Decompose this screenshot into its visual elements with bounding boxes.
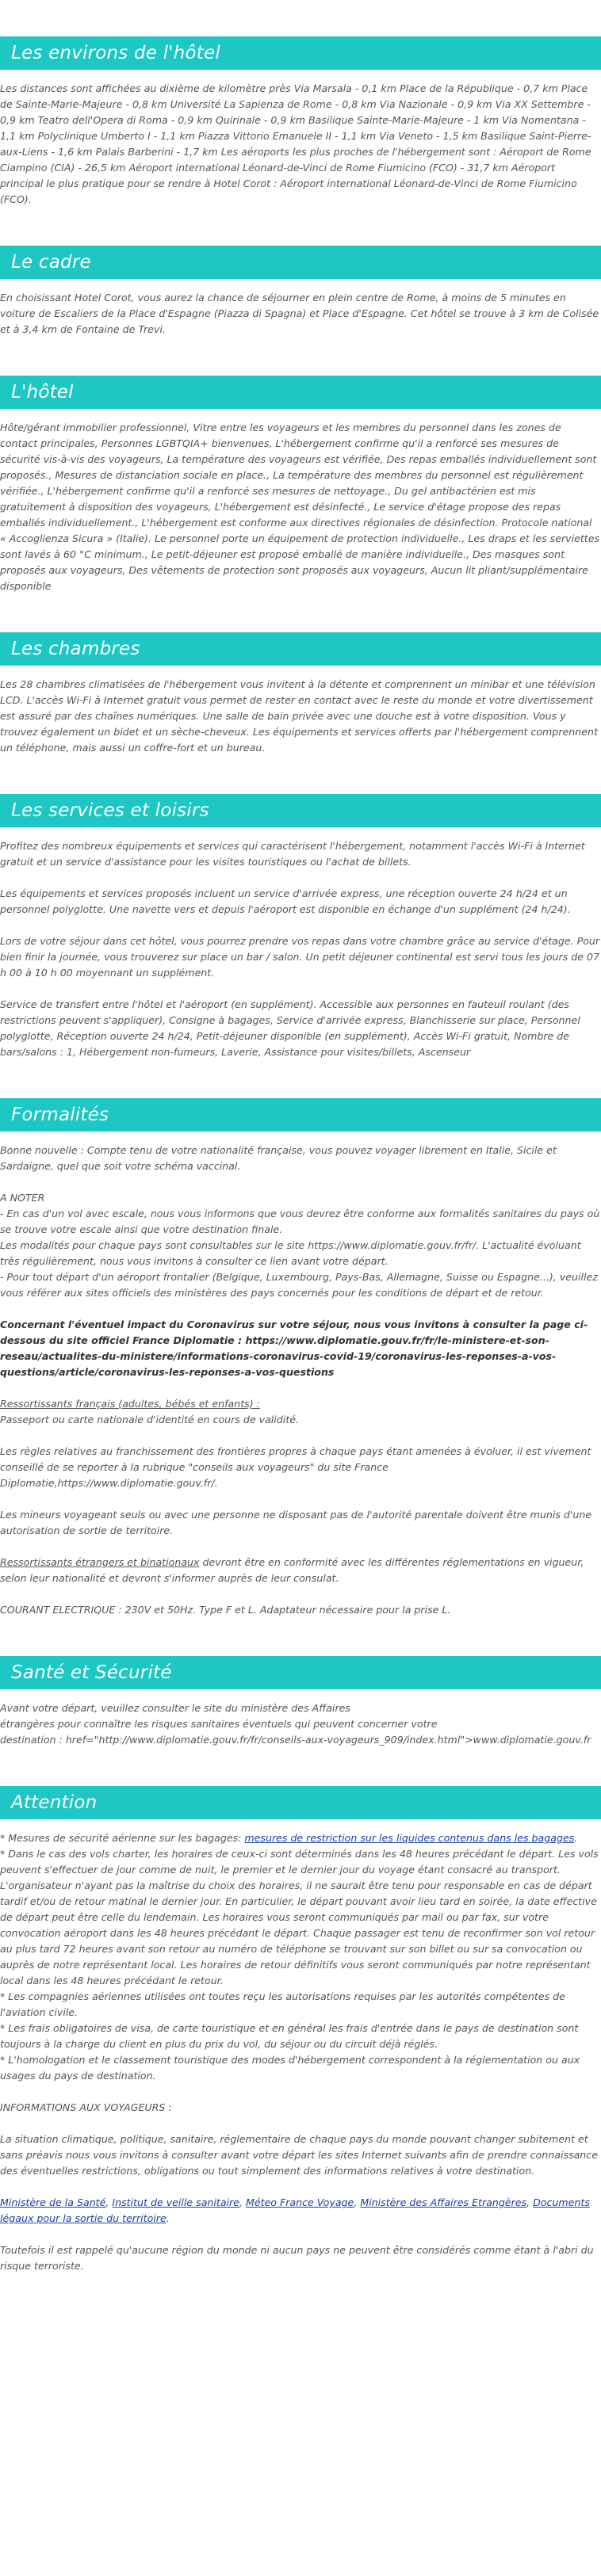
section-content: [0, 677, 601, 756]
section-sante: [0, 1656, 601, 1748]
section-content: [0, 290, 601, 338]
section-header-formalites: [0, 1098, 601, 1132]
section-header-sante: [0, 1656, 601, 1689]
etrangers-title: Ressortissants étrangers et binationaux: [0, 1556, 200, 1568]
section-cadre: [0, 246, 601, 338]
section-content: [0, 1700, 601, 1748]
cadre-text: En choisissant Hotel Corot, vous aurez la chance de séjourner en plein centre de Rome, à moins de 5 minutes en voiture de Escaliers de la Place d'Espagne (Piazza di Spagna) et Place d'Espagne. Cet hôtel se trouve à 3 km de Colisée et à 3,4 km de Fontaine de Trevi.: [0, 292, 599, 335]
section-formalites: [0, 1098, 601, 1618]
section-title: Les environs de l'hôtel: [11, 43, 220, 63]
services-paragraph: Les équipements et services proposés incluent un service d'arrivée express, une réception ouverte 24 h/24 et un personnel polyglotte. Une navette vers et depuis l'aéroport est disponible en échange d'un supplément (24 h/24).: [0, 887, 571, 915]
sante-line: destination : href="http://www.diplomatie.gouv.fr/fr/conseils-aux-voyageurs_909/index.html">www.diplomatie.gouv.fr: [0, 1734, 591, 1746]
section-content: [0, 420, 601, 594]
attention-list: [0, 1830, 601, 2084]
covid-notice: Concernant l'éventuel impact du Coronavirus sur votre séjour, nous vous invitons à consulter la page ci-dessous du site officiel France Diplomatie : https://www.diplomatie.gouv.fr/fr/le-ministere-et-son-reseau/actualites-du-ministere/informations-coronavirus-covid-19/coronavirus-les-reponses-a-vos-questions/article/coronavirus-les-reponses-a-vos-questions: [0, 1319, 588, 1378]
attention-item-text: * Mesures de sécurité aérienne sur les bagages:: [0, 1832, 245, 1844]
link-meteo-france[interactable]: Méteo France Voyage: [246, 2196, 354, 2208]
link-documents-legaux[interactable]: Documents légaux pour la sortie du territoire: [0, 2196, 590, 2224]
section-header-services: [0, 794, 601, 827]
terrorism-notice: Toutefois il est rappelé qu'aucune région du monde ni aucun pays ne peuvent être considérés comme étant à l'abri du risque terroriste.: [0, 2244, 594, 2272]
link-affaires-etrangeres[interactable]: Ministère des Affaires Etrangères: [360, 2196, 527, 2208]
section-title: Formalités: [11, 1105, 109, 1125]
section-services: [0, 794, 601, 1060]
section-title: L'hôtel: [11, 382, 74, 403]
note-title: A NOTER: [0, 1192, 45, 1204]
note-block: [0, 1190, 601, 1301]
hotel-text: Hôte/gérant immobilier professionnel, Vitre entre les voyageurs et les membres du personnel dans les zones de contact principales, Personnes LGBTQIA+ bienvenues, L'hébergement confirme qu'il a renforcé ses mesures de sécurité vis-à-vis des voyageurs, La température des voyageurs est vérifiée, Des repas emballés individuellement sont proposés., Mesures de distanciation sociale en place., La température des membres du personnel est régulièrement vérifiée., L'hébergement confirme qu'il a renforcé ses mesures de nettoyage., Du gel antibactérien est mis gratuitement à disposition des voyageurs, L'hébergement est désinfecté., Le service d'étage propose des repas emballés individuellement., L'hébergement est conforme aux directives régionales de désinfection. Protocole national « Accoglienza Sicura » (Italie). Le personnel porte un équipement de protection individuelle., Les draps et les serviettes sont lavés à 60 °C minimum., Le petit-déjeuner est proposé emballé de manière individuelle., Des masques sont proposés aux voyageurs, Des vêtements de protection sont proposés aux voyageurs, Aucun lit pliant/supplémentaire disponible: [0, 422, 600, 592]
section-header-attention: [0, 1786, 601, 1819]
sante-block: [0, 1700, 601, 1748]
info-text: La situation climatique, politique, sanitaire, réglementaire de chaque pays du monde pouvant changer subitement et sans préavis nous vous invitons à consulter avant votre départ les sites Internet suivants afin de prendre connaissance des éventuelles restrictions, obligations ou tout simplement des informations relatives à votre destination.: [0, 2133, 598, 2177]
services-paragraph: Lors de votre séjour dans cet hôtel, vous pourrez prendre vos repas dans votre chambre grâce au service d'étage. Pour bien finir la journée, vous trouverez sur place un bar / salon. Un petit déjeuner continental est servi tous les jours de 07 h 00 à 10 h 00 moyennant un supplément.: [0, 935, 600, 979]
formalites-intro: Bonne nouvelle : Compte tenu de votre nationalité française, vous pouvez voyager librement en Italie, Sicile et Sardaigne, quel que soit votre schéma vaccinal.: [0, 1144, 557, 1172]
etrangers-block: [0, 1555, 601, 1586]
ressortissants-title: Ressortissants français (adultes, bébés et enfants) :: [0, 1398, 260, 1410]
section-header-environs: [0, 36, 601, 70]
attention-item-text: .: [574, 1832, 578, 1844]
section-title: Les chambres: [11, 639, 140, 659]
sante-line: Avant votre départ, veuillez consulter le site du ministère des Affaires: [0, 1702, 350, 1714]
note-line: Les modalités pour chaque pays sont consultables sur le site https://www.diplomatie.gouv.fr/fr/. L'actualité évoluant très régulièrement, nous vous invitons à consulter ce lien avant votre départ.: [0, 1239, 581, 1267]
section-chambres: [0, 632, 601, 756]
section-content: [0, 81, 601, 208]
section-header-hotel: [0, 376, 601, 409]
section-title: Santé et Sécurité: [11, 1662, 172, 1683]
note-line: - Pour tout départ d'un aéroport frontalier (Belgique, Luxembourg, Pays-Bas, Allemagne, Suisse ou Espagne...), veuillez vous référer aux sites officiels des ministères des pays concernés pour les conditions de départ et de retour.: [0, 1271, 598, 1299]
section-header-chambres: [0, 632, 601, 666]
section-content: [0, 1830, 601, 2274]
section-title: Attention: [11, 1792, 98, 1813]
sante-line: étrangères pour connaître les risques sanitaires éventuels qui peuvent concerner votre: [0, 1718, 438, 1730]
section-attention: [0, 1786, 601, 2274]
attention-item: * Dans le cas des vols charter, les horaires de ceux-ci sont déterminés dans les 48 heures précédant le départ. Les vols peuvent s'effectuer de jour comme de nuit, le premier et le dernier jour du voyage étant consacré au transport. L'organisateur n'ayant pas la maîtrise du choix des horaires, il ne saurait être tenu pour responsable en cas de départ tardif et/ou de retour matinal le dernier jour. En particulier, le départ pouvant avoir lieu tard en soirée, la date effective de départ peut être celle du lendemain. Les horaires vous seront communiqués par mail ou par fax, sur votre convocation aéroport dans les 48 heures précédant le départ. Chaque passager est tenu de reconfirmer son vol retour au plus tard 72 heures avant son retour au numéro de téléphone se trouvant sur son billet ou sur sa convocation ou auprès de notre représentant local. Les horaires de retour définitifs vous seront communiqués par notre représentant local dans les 48 heures précédant le retour.: [0, 1848, 599, 1986]
attention-item: * L'homologation et le classement touristique des modes d'hébergement correspondent à la réglementation ou aux usages du pays de destination.: [0, 2054, 580, 2082]
environs-text: Les distances sont affichées au dixième de kilomètre près Via Marsala - 0,1 km Place de la République - 0,7 km Place de Sainte-Marie-Majeure - 0,8 km Université La Sapienza de Rome - 0,8 km Via Nazionale - 0,9 km Via XX Settembre - 0,9 km Teatro dell'Opera di Roma - 0,9 km Quirinale - 0,9 km Basilique Sainte-Marie-Majeure - 1 km Via Nomentana - 1,1 km Polyclinique Umberto I - 1,1 km Piazza Vittorio Emanuele II - 1,1 km Via Veneto - 1,5 km Basilique Saint-Pierre-aux-Liens - 1,6 km Palais Barberini - 1,7 km Les aéroports les plus proches de l'hébergement sont : Aéroport de Rome Ciampino (CIA) - 26,5 km Aéroport international Léonard-de-Vinci de Rome Fiumicino (FCO) - 31,7 km Aéroport principal le plus pratique pour se rendre à Hotel Corot : Aéroport international Léonard-de-Vinci de Rome Fiumicino (FCO).: [0, 82, 591, 205]
attention-item: [0, 1830, 601, 1846]
link-ministere-sante[interactable]: Ministère de la Santé: [0, 2196, 106, 2208]
section-environs: [0, 36, 601, 208]
services-paragraph: Service de transfert entre l'hôtel et l'aéroport (en supplément). Accessible aux personnes en fauteuil roulant (des restrictions peuvent s'appliquer), Consigne à bagages, Service d'arrivée express, Blanchisserie sur place, Personnel polyglotte, Réception ouverte 24 h/24, Petit-déjeuner disponible (en supplément), Accès Wi-Fi gratuit, Nombre de bars/salons : 1, Hébergement non-fumeurs, Laverie, Assistance pour visites/billets, Ascenseur: [0, 998, 580, 1058]
courant-text: COURANT ELECTRIQUE : 230V et 50Hz. Type F et L. Adaptateur nécessaire pour la prise L.: [0, 1604, 451, 1616]
mineurs-text: Les mineurs voyageant seuls ou avec une personne ne disposant pas de l'autorité parentale doivent être munis d'une autorisation de sortie de territoire.: [0, 1509, 592, 1536]
note-line: - En cas d'un vol avec escale, nous vous informons que vous devrez être conforme aux formalités sanitaires du pays où se trouve votre escale ainsi que votre destination finale.: [0, 1208, 600, 1235]
attention-item: * Les frais obligatoires de visa, de carte touristique et en général les frais d'entrée dans le pays de destination sont toujours à la charge du client en plus du prix du vol, du séjour ou du circuit déjà réglés.: [0, 2022, 579, 2050]
link-veille-sanitaire[interactable]: Institut de veille sanitaire: [112, 2196, 239, 2208]
chambres-text: Les 28 chambres climatisées de l'hébergement vous invitent à la détente et comprennent un minibar et une télévision LCD. L'accès Wi-Fi à Internet gratuit vous permet de rester en contact avec le reste du monde et votre divertissement est assuré par des chaînes numériques. Une salle de bain privée avec une douche est à votre disposition. Vous y trouvez également un bidet et un sèche-cheveux. Les équipements et services offerts par l'hébergement comprennent un téléphone, mais aussi un coffre-fort et un bureau.: [0, 678, 598, 754]
ressortissants-block: [0, 1396, 601, 1428]
ressortissants-text: Passeport ou carte nationale d'identité en cours de validité.: [0, 1414, 299, 1425]
official-links: Ministère de la Santé, Institut de veille sanitaire, Méteo France Voyage, Ministère des Affaires Etrangères, Documents légaux pour la sortie du territoire.: [0, 2196, 590, 2224]
services-paragraph: Profitez des nombreux équipements et services qui caractérisent l'hébergement, notamment l'accès Wi-Fi à Internet gratuit et un service d'assistance pour les visites touristiques ou l'achat de billets.: [0, 840, 585, 868]
attention-item: * Les compagnies aériennes utilisées ont toutes reçu les autorisations requises par les autorités compétentes de l'aviation civile.: [0, 1990, 565, 2018]
liquids-restriction-link[interactable]: mesures de restriction sur les liquides contenus dans les bagages: [244, 1832, 575, 1844]
frontieres-text: Les règles relatives au franchissement des frontières propres à chaque pays étant amenées à évoluer, il est vivement conseillé de se reporter à la rubrique "conseils aux voyageurs" du site France Diplomatie,https://www.diplomatie.gouv.fr/.: [0, 1445, 591, 1489]
info-title: INFORMATIONS AUX VOYAGEURS :: [0, 2101, 172, 2113]
section-header-cadre: [0, 246, 601, 279]
section-content: [0, 838, 601, 1060]
section-title: Le cadre: [11, 252, 91, 273]
section-content: [0, 1143, 601, 1618]
section-title: Les services et loisirs: [11, 800, 209, 821]
etrangers-text: devront être en conformité avec les différentes réglementations en vigueur, selon leur nationalité et devront s'informer auprès de leur consulat.: [0, 1556, 584, 1584]
section-hotel: [0, 376, 601, 594]
page: [0, 36, 601, 2306]
